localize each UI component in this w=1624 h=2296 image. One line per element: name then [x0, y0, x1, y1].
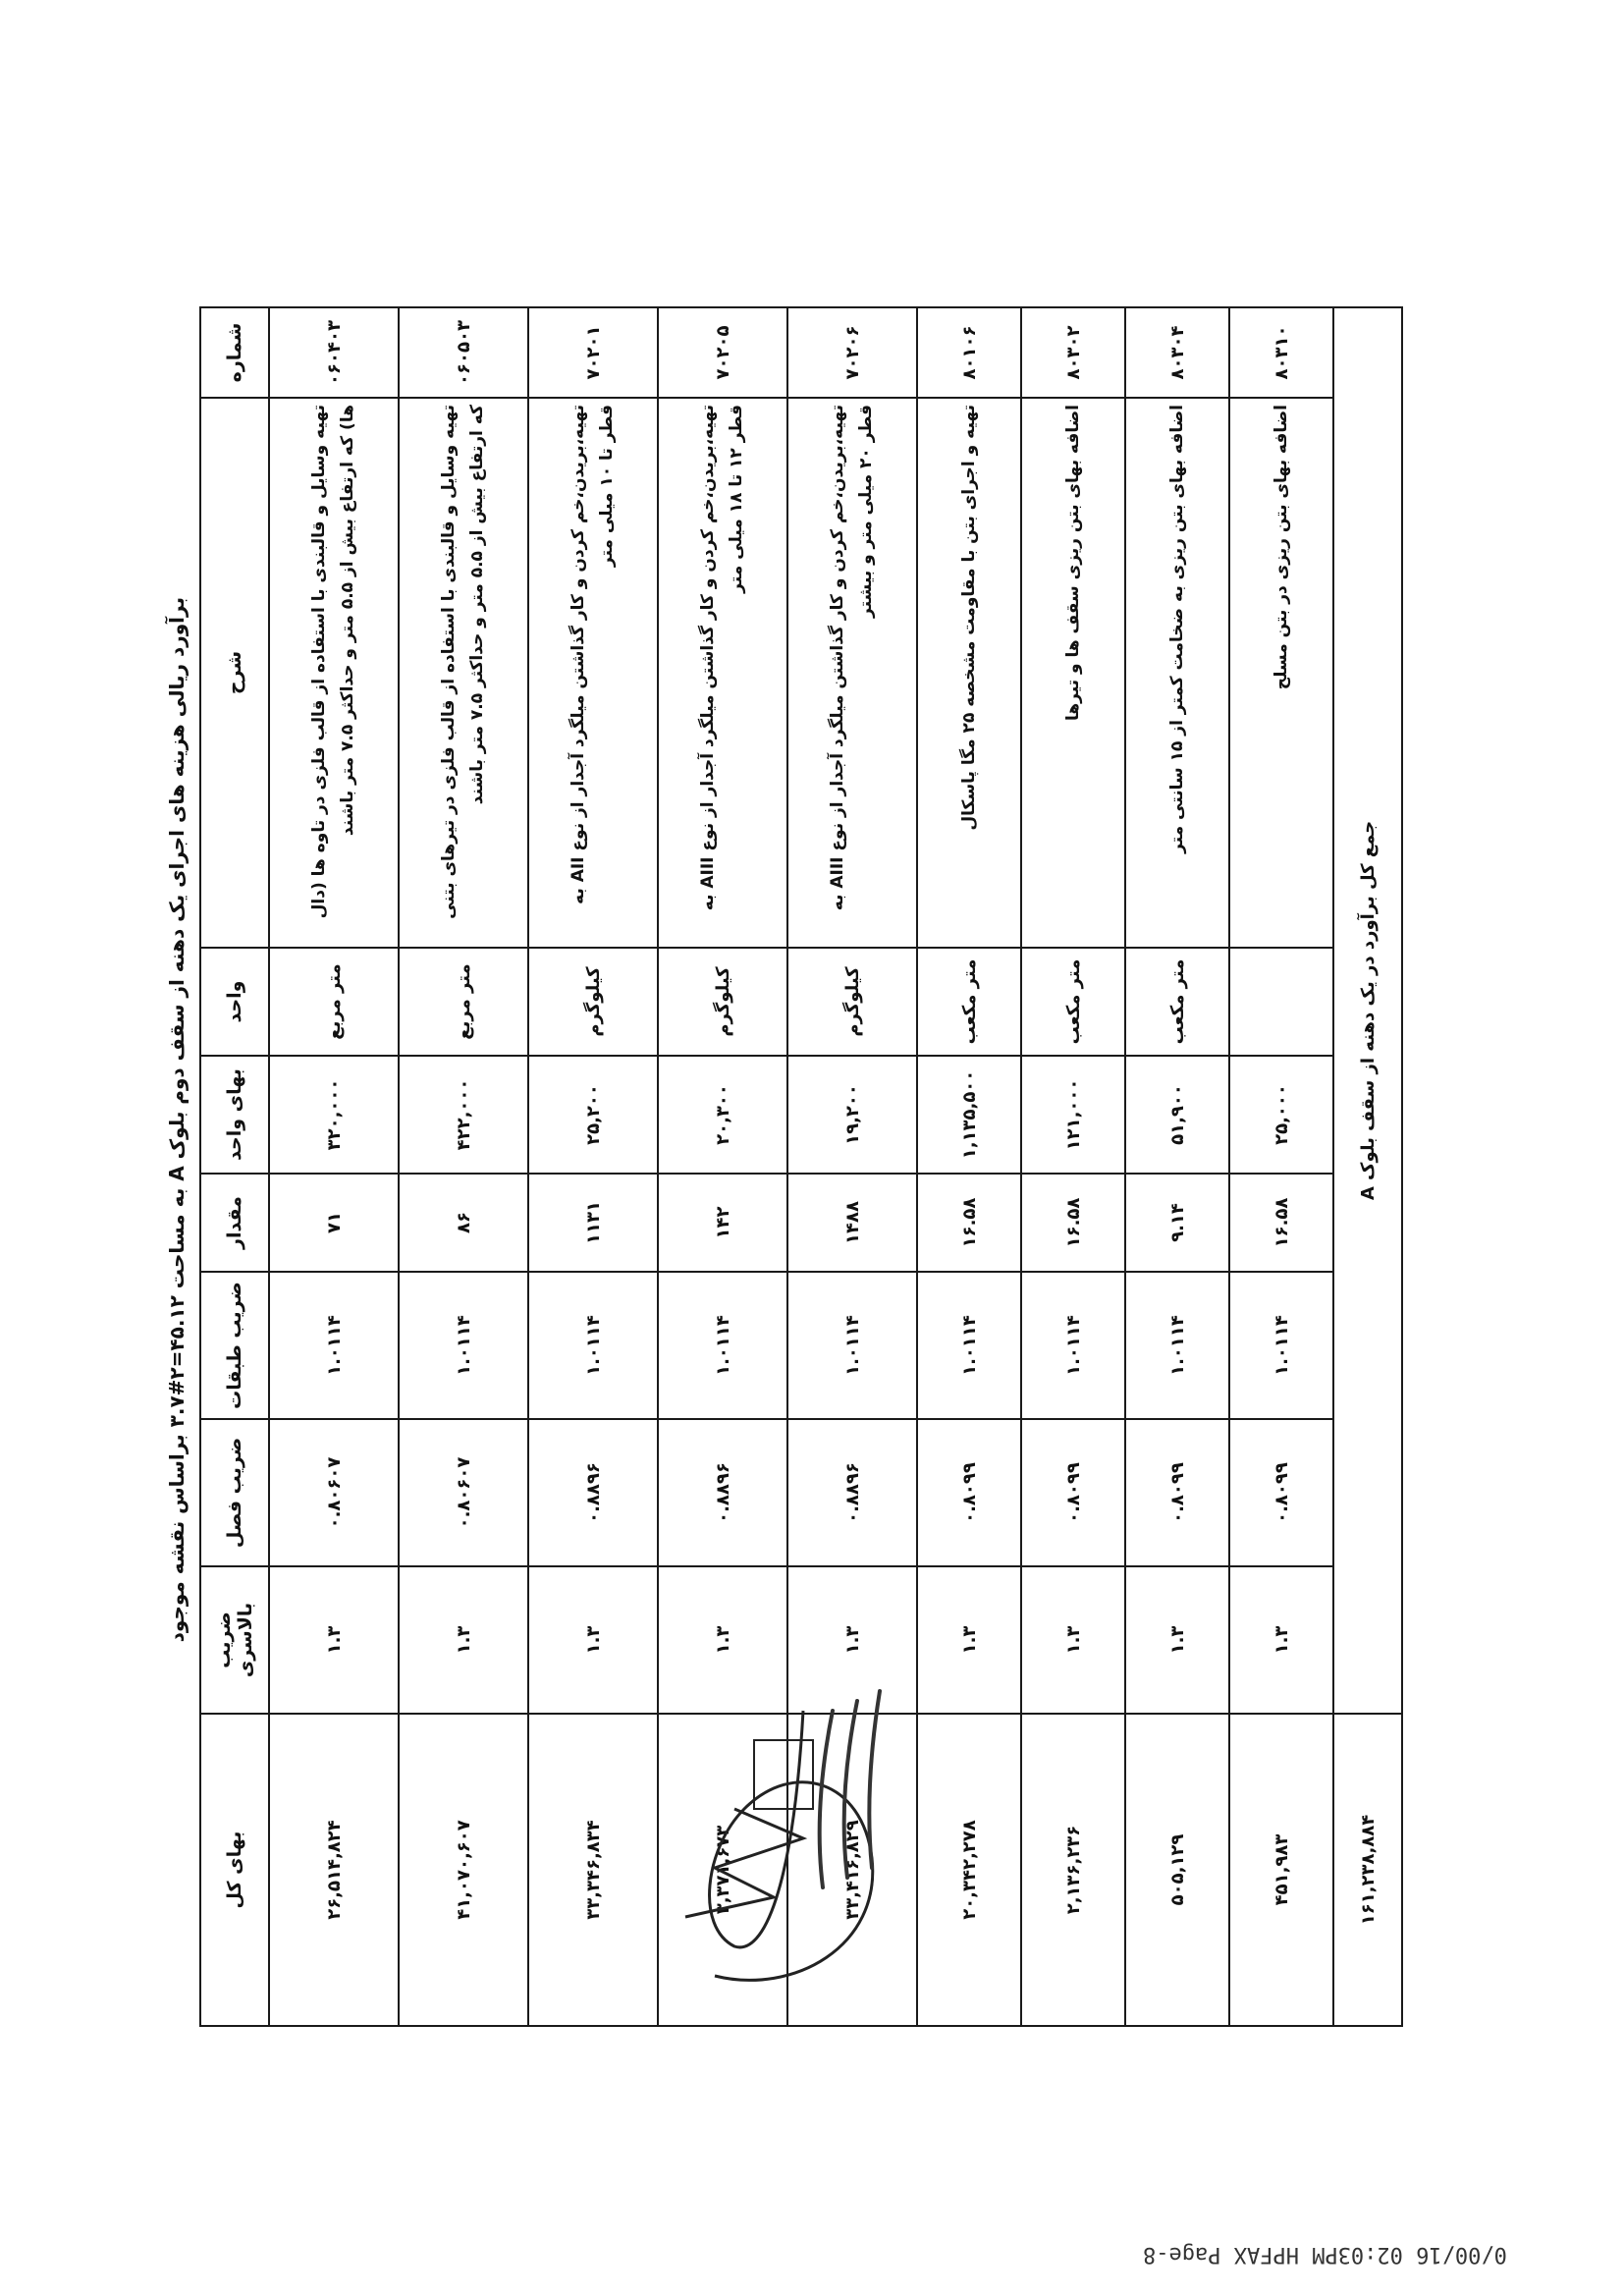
cell-description: اضافه بهای بتن ریزی به ضخامت کمتر از ۱۵ سانتی متر — [1125, 398, 1229, 948]
cell-season-coef: ۰.۸۰۶۰۷ — [269, 1419, 399, 1566]
cell-season-coef: ۰.۸۸۹۶ — [528, 1419, 658, 1566]
cell-unit-price: ۲۵,۲۰۰ — [528, 1056, 658, 1174]
cell-unit-price: ۳۲۰,۰۰۰ — [269, 1056, 399, 1174]
cell-floor-coef: ۱.۰۱۱۴ — [917, 1272, 1021, 1419]
cell-total: ۳۳,۳۴۶,۸۳۴ — [528, 1714, 658, 2026]
cell-quantity: ۱۴۲ — [658, 1174, 787, 1272]
cell-quantity: ۱۶.۵۸ — [917, 1174, 1021, 1272]
document-title: برآورد ریالی هزینه های اجرای یک دهنه از سقف دوم بلوک A به مساحت ۴۵.۱۲=۲#۳.۷ براساس نقشه موجود — [165, 597, 189, 1643]
cell-quantity: ۱۶.۵۸ — [1021, 1174, 1125, 1272]
cell-overhead-coef: ۱.۳ — [399, 1566, 528, 1714]
cell-unit: متر مکعب — [917, 948, 1021, 1056]
cell-floor-coef: ۱.۰۱۱۴ — [787, 1272, 917, 1419]
fax-footer: 0/00/16 02:03PM HPFAX Page-8 — [1143, 2242, 1507, 2267]
cell-number: ۸۰۱۰۶ — [917, 307, 1021, 398]
cell-description: اضافه بهای بتن ریزی در بتن مسلح — [1229, 398, 1333, 948]
cell-floor-coef: ۱.۰۱۱۴ — [1229, 1272, 1333, 1419]
cell-overhead-coef: ۱.۳ — [658, 1566, 787, 1714]
cell-season-coef: ۰.۸۸۹۶ — [658, 1419, 787, 1566]
cell-season-coef: ۰.۸۰۹۹ — [1229, 1419, 1333, 1566]
cell-season-coef: ۰.۸۰۶۰۷ — [399, 1419, 528, 1566]
col-header-unit: واحد — [200, 948, 269, 1056]
cell-unit-price: ۱,۱۳۵,۵۰۰ — [917, 1056, 1021, 1174]
table-row — [528, 307, 658, 2026]
cell-season-coef: ۰.۸۸۹۶ — [787, 1419, 917, 1566]
cell-unit: کیلوگرم — [658, 948, 787, 1056]
table-row — [269, 307, 399, 2026]
cell-floor-coef: ۱.۰۱۱۴ — [1125, 1272, 1229, 1419]
cell-season-coef: ۰.۸۰۹۹ — [1021, 1419, 1125, 1566]
cell-number: ۰۶۰۵۰۳ — [399, 307, 528, 398]
cell-unit: کیلوگرم — [528, 948, 658, 1056]
cell-total: ۳,۳۷۱,۶۷۳ — [658, 1714, 787, 2026]
cell-unit-price: ۱۲۱,۰۰۰ — [1021, 1056, 1125, 1174]
cell-quantity: ۱۶.۵۸ — [1229, 1174, 1333, 1272]
cell-description: تهیه،بریدن،خم کردن و کار گذاشتن میلگرد آجدار از نوع AIII به قطر ۲۰ میلی متر و بیشتر — [787, 398, 917, 948]
col-header-floor-coef: ضریب طبقات — [200, 1272, 269, 1419]
col-header-number: شماره — [200, 307, 269, 398]
table-row — [1021, 307, 1125, 2026]
cell-quantity: ۷۱ — [269, 1174, 399, 1272]
cell-floor-coef: ۱.۰۱۱۴ — [658, 1272, 787, 1419]
col-header-quantity: مقدار — [200, 1174, 269, 1272]
col-header-season-coef: ضریب فصل — [200, 1419, 269, 1566]
cell-unit: متر مکعب — [1021, 948, 1125, 1056]
table-row — [1125, 307, 1229, 2026]
cell-unit-price: ۲۵,۰۰۰ — [1229, 1056, 1333, 1174]
cell-total: ۲۶,۵۱۴,۸۲۴ — [269, 1714, 399, 2026]
table-header-row — [200, 307, 269, 2026]
cell-overhead-coef: ۱.۳ — [269, 1566, 399, 1714]
cell-overhead-coef: ۱.۳ — [917, 1566, 1021, 1714]
rotated-document — [165, 306, 1379, 2074]
cell-number: ۷۰۲۰۵ — [658, 307, 787, 398]
cell-unit-price: ۴۲۲,۰۰۰ — [399, 1056, 528, 1174]
cell-unit-price: ۲۰,۳۰۰ — [658, 1056, 787, 1174]
cell-number: ۰۶۰۴۰۳ — [269, 307, 399, 398]
table-row — [1229, 307, 1333, 2026]
cell-total: ۲,۱۳۶,۲۳۶ — [1021, 1714, 1125, 2026]
cell-overhead-coef: ۱.۳ — [528, 1566, 658, 1714]
cell-quantity: ۱۱۳۱ — [528, 1174, 658, 1272]
cell-unit: کیلوگرم — [787, 948, 917, 1056]
cell-number: ۸۰۳۰۴ — [1125, 307, 1229, 398]
cell-description: تهیه وسایل و قالبندی با استفاده از قالب فلزی در تاوه ها (دال ها) که ارتفاع بیش از ۵.۵ متر و حداکثر ۷.۵ متر باشند — [269, 398, 399, 948]
cell-number: ۷۰۲۰۱ — [528, 307, 658, 398]
cell-season-coef: ۰.۸۰۹۹ — [917, 1419, 1021, 1566]
cell-description: تهیه و اجرای بتن با مقاومت مشخصه ۲۵ مگا پاسکال — [917, 398, 1021, 948]
signature-stamp — [656, 1652, 911, 2005]
table-row — [917, 307, 1021, 2026]
cell-overhead-coef: ۱.۳ — [787, 1566, 917, 1714]
cell-overhead-coef: ۱.۳ — [1021, 1566, 1125, 1714]
cell-description: تهیه،بریدن،خم کردن و کار گذاشتن میلگرد آجدار از نوع AII به قطر تا ۱۰ میلی متر — [528, 398, 658, 948]
cell-total: ۵۰۵,۱۲۹ — [1125, 1714, 1229, 2026]
cell-floor-coef: ۱.۰۱۱۴ — [528, 1272, 658, 1419]
cell-overhead-coef: ۱.۳ — [1229, 1566, 1333, 1714]
cell-total: ۴۱,۰۷۰,۶۰۷ — [399, 1714, 528, 2026]
cell-unit-price: ۱۹,۲۰۰ — [787, 1056, 917, 1174]
cell-unit: متر مکعب — [1125, 948, 1229, 1056]
cell-floor-coef: ۱.۰۱۱۴ — [399, 1272, 528, 1419]
col-header-total: بهای کل — [200, 1714, 269, 2026]
cell-description: تهیه،بریدن،خم کردن و کار گذاشتن میلگرد آجدار از نوع AIII به قطر ۱۲ تا ۱۸ میلی متر — [658, 398, 787, 948]
cell-unit-price: ۵۱,۹۰۰ — [1125, 1056, 1229, 1174]
total-label: جمع کل برآورد در یک دهنه از سقف بلوک A — [1333, 307, 1402, 1714]
cell-season-coef: ۰.۸۰۹۹ — [1125, 1419, 1229, 1566]
cell-description: اضافه بهای بتن ریزی سقف ها و تیرها — [1021, 398, 1125, 948]
cell-quantity: ۸۶ — [399, 1174, 528, 1272]
grand-total: ۱۶۱,۲۳۸,۸۸۴ — [1333, 1714, 1402, 2026]
cell-total: ۴۵۱,۹۸۳ — [1229, 1714, 1333, 2026]
cell-floor-coef: ۱.۰۱۱۴ — [269, 1272, 399, 1419]
stamp-box — [754, 1740, 813, 1809]
col-header-unit-price: بهای واحد — [200, 1056, 269, 1174]
cell-quantity: ۱۴۸۸ — [787, 1174, 917, 1272]
cell-number: ۸۰۳۰۲ — [1021, 307, 1125, 398]
cell-total: ۳۳,۴۱۶,۸۲۹ — [787, 1714, 917, 2026]
col-header-description: شرح — [200, 398, 269, 948]
cell-unit: متر مربع — [399, 948, 528, 1056]
cell-number: ۷۰۲۰۶ — [787, 307, 917, 398]
cell-description: تهیه وسایل و قالبندی با استفاده از قالب فلزی در تیرهای بتنی که ارتفاع بیش از ۵.۵ متر و حداکثر ۷.۵ متر باشند — [399, 398, 528, 948]
cell-unit — [1229, 948, 1333, 1056]
cell-quantity: ۹.۱۴ — [1125, 1174, 1229, 1272]
cell-floor-coef: ۱.۰۱۱۴ — [1021, 1272, 1125, 1419]
total-row — [1333, 307, 1402, 2026]
col-header-overhead-coef: ضریب بالاسری — [200, 1566, 269, 1714]
cell-unit: متر مربع — [269, 948, 399, 1056]
cell-total: ۲۰,۳۴۲,۲۷۸ — [917, 1714, 1021, 2026]
cell-overhead-coef: ۱.۳ — [1125, 1566, 1229, 1714]
cell-number: ۸۰۳۱۰ — [1229, 307, 1333, 398]
table-row — [399, 307, 528, 2026]
